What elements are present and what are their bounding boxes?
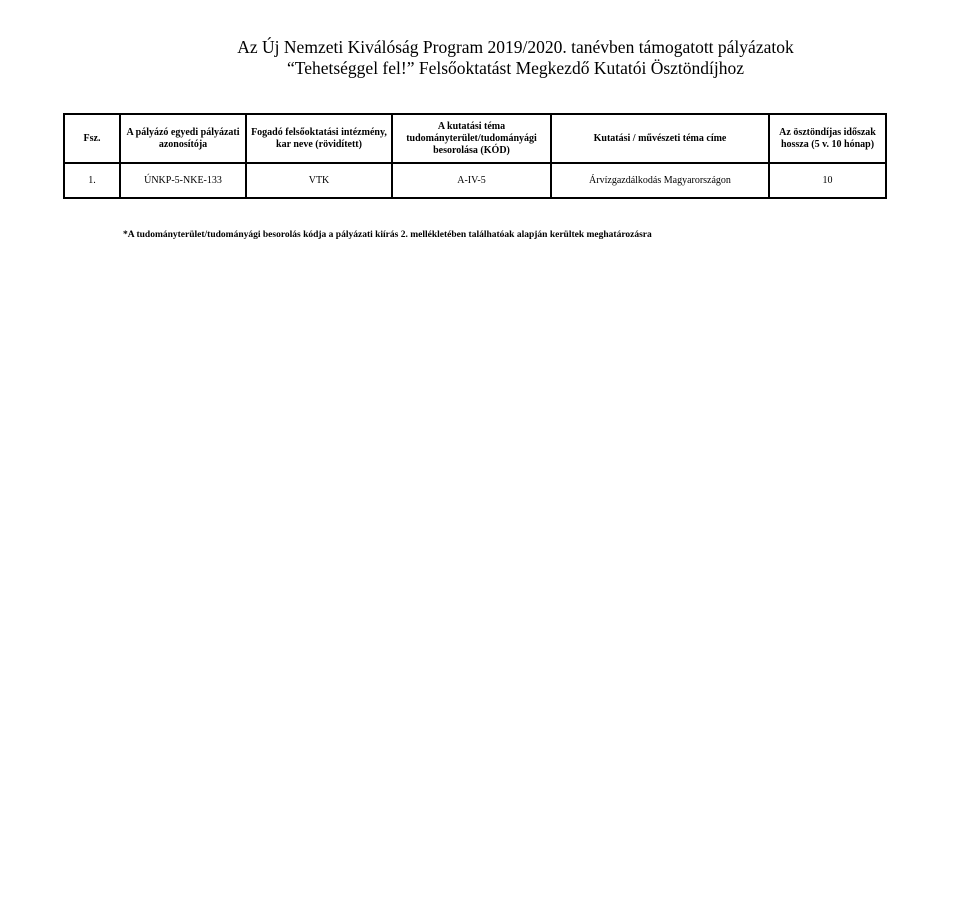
header-research-topic: Kutatási / művészeti téma címe [551, 114, 769, 163]
title-line-2: “Tehetséggel fel!” Felsőoktatást Megkezdő Kutatói Ösztöndíjhoz [286, 58, 745, 78]
header-scholarship-duration: Az ösztöndíjas időszak hossza (5 v. 10 hónap) [769, 114, 886, 163]
cell-research-classification: A-IV-5 [392, 163, 551, 198]
results-table [63, 113, 887, 199]
header-serial-number: Fsz. [64, 114, 120, 163]
header-applicant-id: A pályázó egyedi pályázati azonosítója [120, 114, 246, 163]
document-title [0, 37, 957, 79]
footnote: *A tudományterület/tudományági besorolás kódja a pályázati kiírás 2. mellékletében találhatóak alapján kerültek meghatározásra [123, 230, 652, 240]
cell-host-institution: VTK [246, 163, 392, 198]
cell-serial-number: 1. [64, 163, 120, 198]
cell-research-topic: Árvízgazdálkodás Magyarországon [551, 163, 769, 198]
table-header-row [64, 114, 886, 163]
table-row [64, 163, 886, 198]
cell-applicant-id: ÚNKP-5-NKE-133 [120, 163, 246, 198]
header-host-institution: Fogadó felsőoktatási intézmény, kar neve (rövidített) [246, 114, 392, 163]
cell-scholarship-duration: 10 [769, 163, 886, 198]
header-research-classification: A kutatási téma tudományterület/tudományági besorolása (KÓD) [392, 114, 551, 163]
title-line-1: Az Új Nemzeti Kiválóság Program 2019/2020. tanévben támogatott pályázatok [237, 37, 794, 57]
